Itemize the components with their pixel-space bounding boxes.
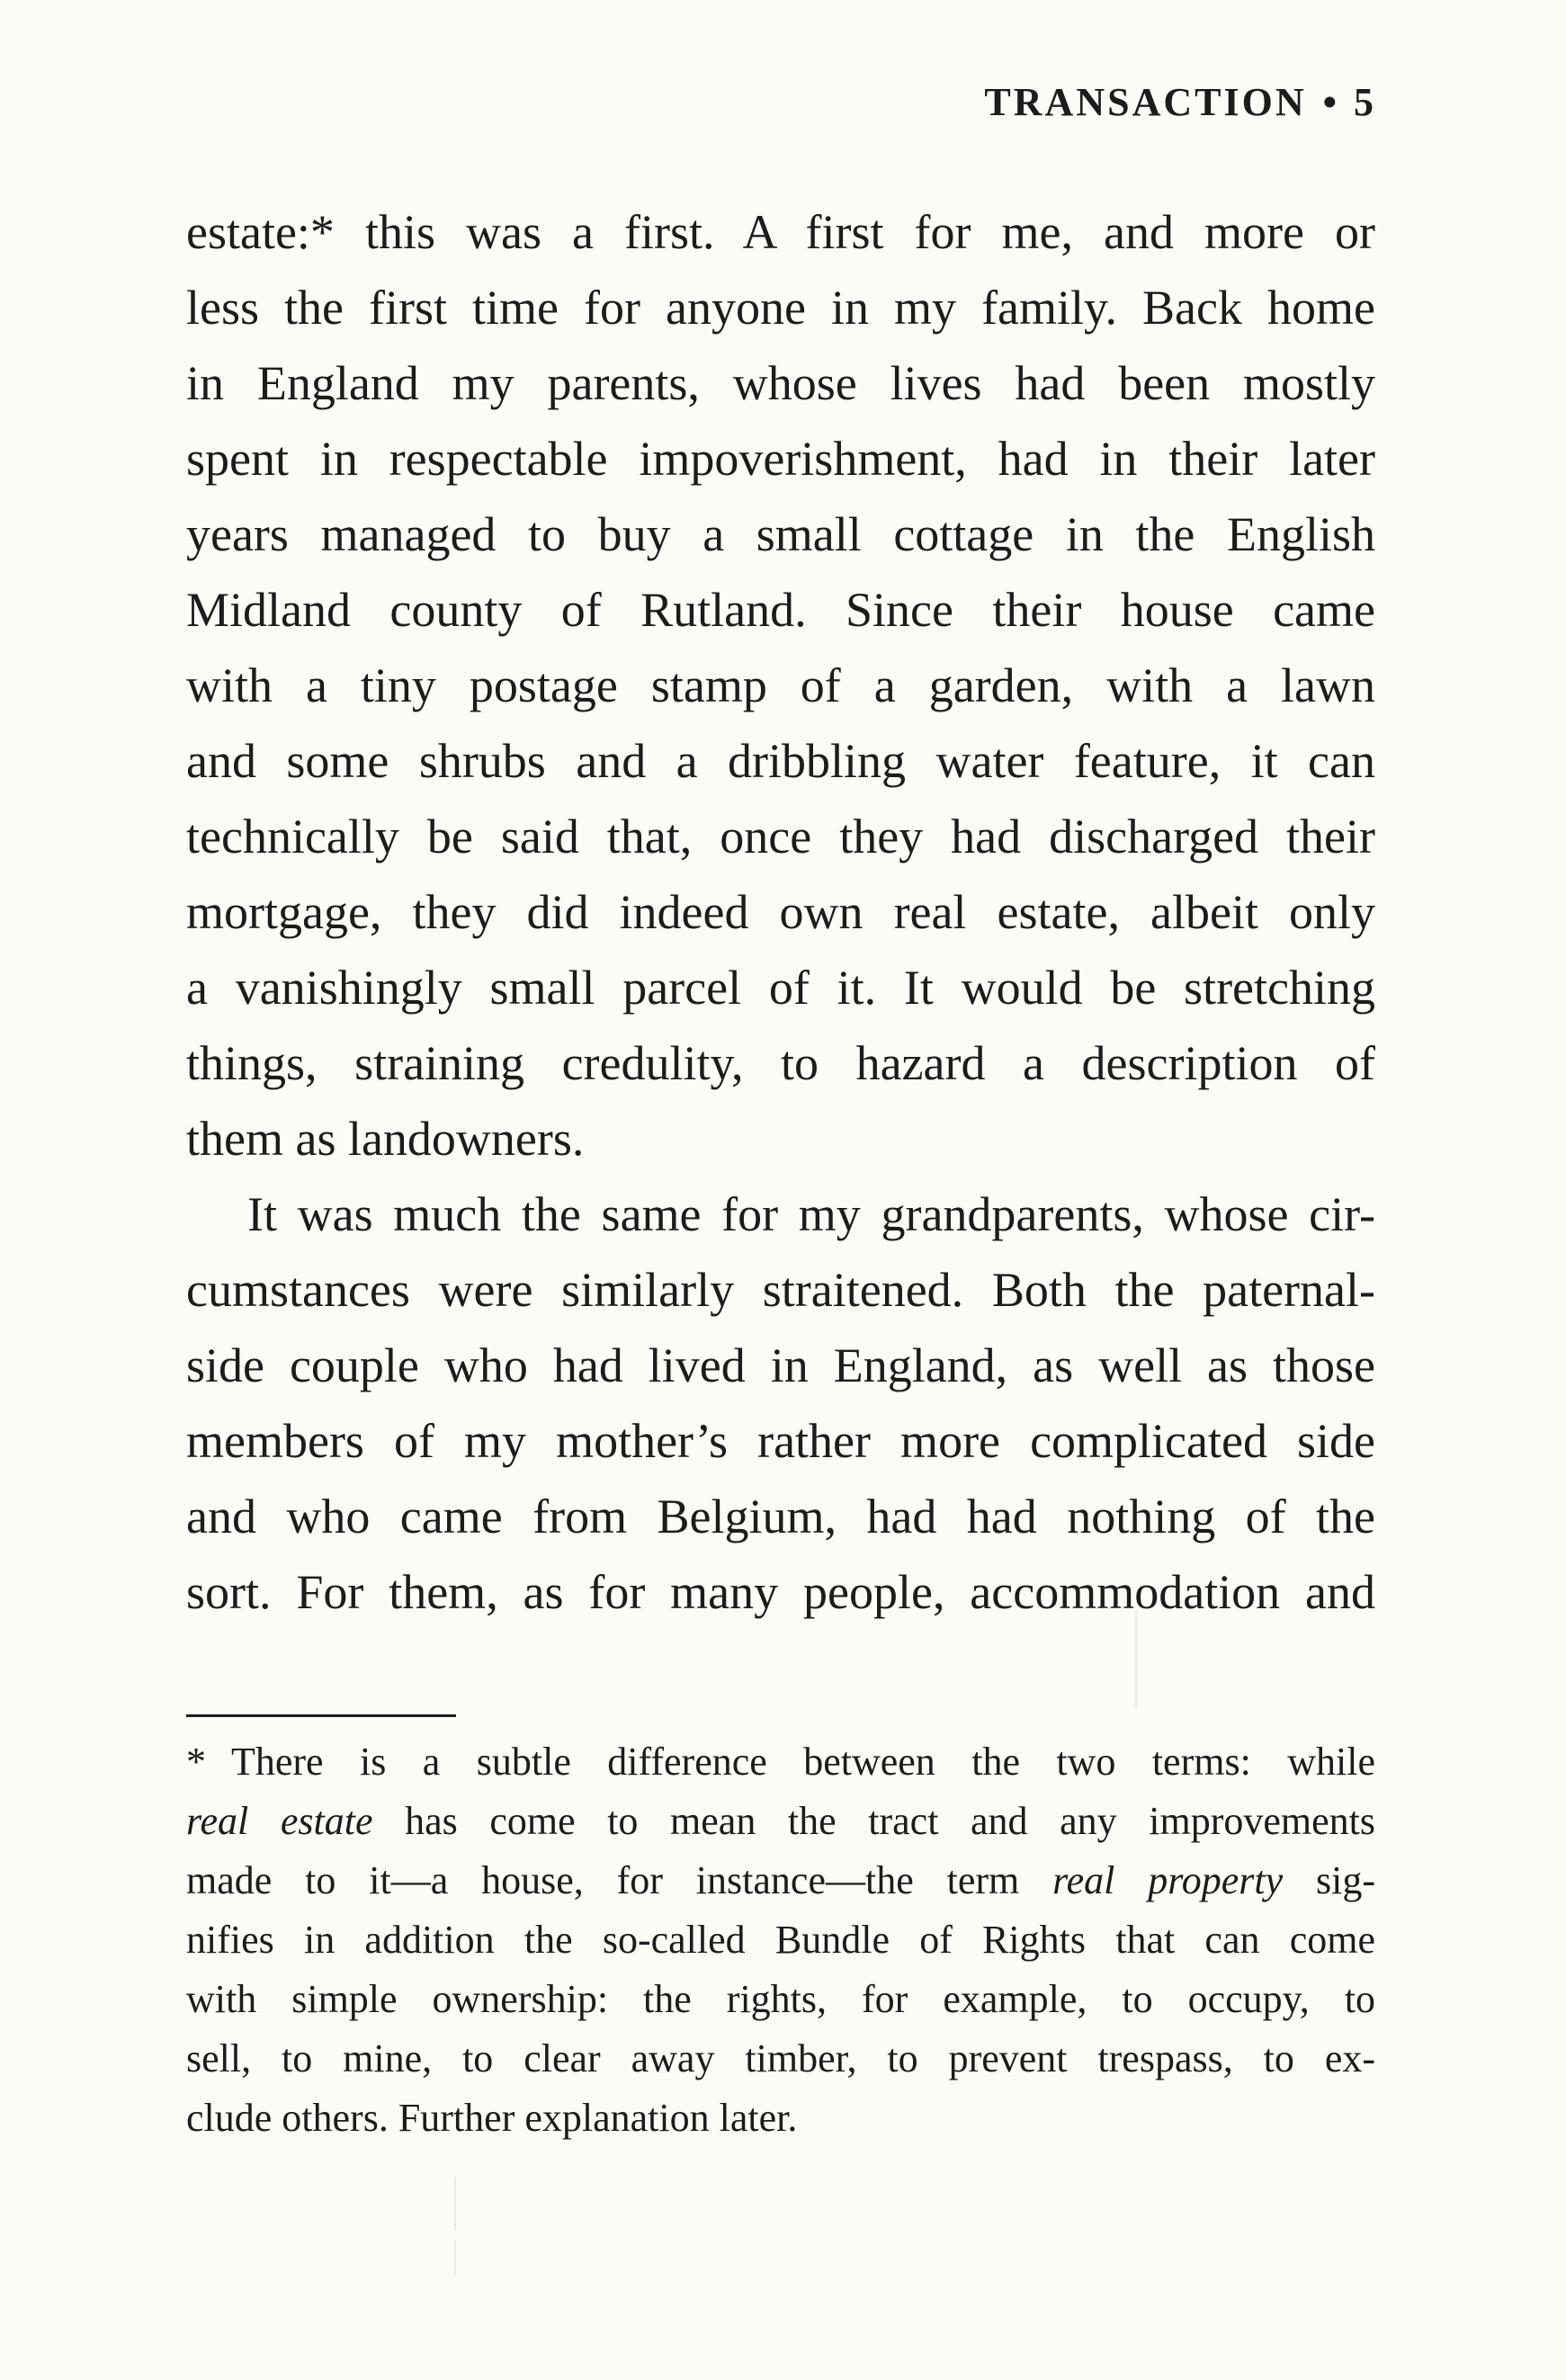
body-line: mortgage, they did indeed own real estate, albeit only bbox=[186, 885, 1375, 939]
footnote-term-real-estate: real estate bbox=[186, 1799, 373, 1843]
body-line: and who came from Belgium, had had nothing of the bbox=[186, 1490, 1375, 1543]
footnote-line: clude others. Further explanation later. bbox=[186, 2096, 798, 2140]
running-title: TRANSACTION bbox=[984, 80, 1307, 124]
header-separator: • bbox=[1322, 80, 1339, 124]
body-line: and some shrubs and a dribbling water feature, it can bbox=[186, 734, 1375, 788]
body-line: sort. For them, as for many people, accommodation and bbox=[186, 1565, 1375, 1619]
body-line: them as landowners. bbox=[186, 1112, 585, 1166]
show-through-mark bbox=[1135, 1610, 1137, 1709]
show-through-mark bbox=[454, 2240, 456, 2276]
footnote bbox=[186, 1732, 1375, 2148]
body-line: side couple who had lived in England, as well as those bbox=[186, 1338, 1375, 1392]
footnote-line: nifies in addition the so-called Bundle of Rights that can come bbox=[186, 1918, 1375, 1962]
body-line: a vanishingly small parcel of it. It would be stretching bbox=[186, 961, 1375, 1015]
footnote-line bbox=[186, 1732, 1375, 1792]
footnote-line bbox=[186, 1792, 1375, 1851]
show-through-mark bbox=[454, 2177, 456, 2231]
body-line: years managed to buy a small cottage in the English bbox=[186, 507, 1375, 561]
footnote-line: with simple ownership: the rights, for example, to occupy, to bbox=[186, 1977, 1375, 2021]
footnote-term-real-property: real property bbox=[1052, 1858, 1284, 1902]
body-line: members of my mother’s rather more complicated side bbox=[186, 1414, 1375, 1468]
footnote-text: sig- bbox=[1283, 1858, 1375, 1902]
footnote-line: sell, to mine, to clear away timber, to prevent trespass, to ex- bbox=[186, 2036, 1375, 2080]
body-line: spent in respectable impoverishment, had in their later bbox=[186, 432, 1375, 486]
body-line: cumstances were similarly straitened. Both the paternal- bbox=[186, 1263, 1375, 1317]
body-line: estate:* this was a first. A first for me, and more or bbox=[186, 205, 1375, 259]
body-line: with a tiny postage stamp of a garden, with a lawn bbox=[186, 658, 1375, 712]
footnote-line bbox=[186, 1851, 1375, 1910]
footnote-rule bbox=[186, 1714, 456, 1717]
body-line: technically be said that, once they had discharged their bbox=[186, 810, 1375, 863]
running-header bbox=[944, 77, 1376, 128]
body-line: things, straining credulity, to hazard a description of bbox=[186, 1036, 1375, 1090]
body-line: in England my parents, whose lives had been mostly bbox=[186, 356, 1375, 410]
body-text bbox=[186, 194, 1375, 1630]
body-line: It was much the same for my grandparents, whose cir- bbox=[247, 1187, 1375, 1241]
body-line: Midland county of Rutland. Since their house came bbox=[186, 583, 1375, 637]
footnote-text: made to it—a house, for instance—the term bbox=[186, 1858, 1053, 1902]
footnote-text: has come to mean the tract and any improvements bbox=[372, 1799, 1375, 1843]
footnote-marker: * bbox=[186, 1740, 206, 1784]
body-line: less the first time for anyone in my family. Back home bbox=[186, 281, 1375, 335]
footnote-text: There is a subtle difference between the two terms: while bbox=[231, 1740, 1375, 1784]
page-number: 5 bbox=[1354, 80, 1376, 124]
